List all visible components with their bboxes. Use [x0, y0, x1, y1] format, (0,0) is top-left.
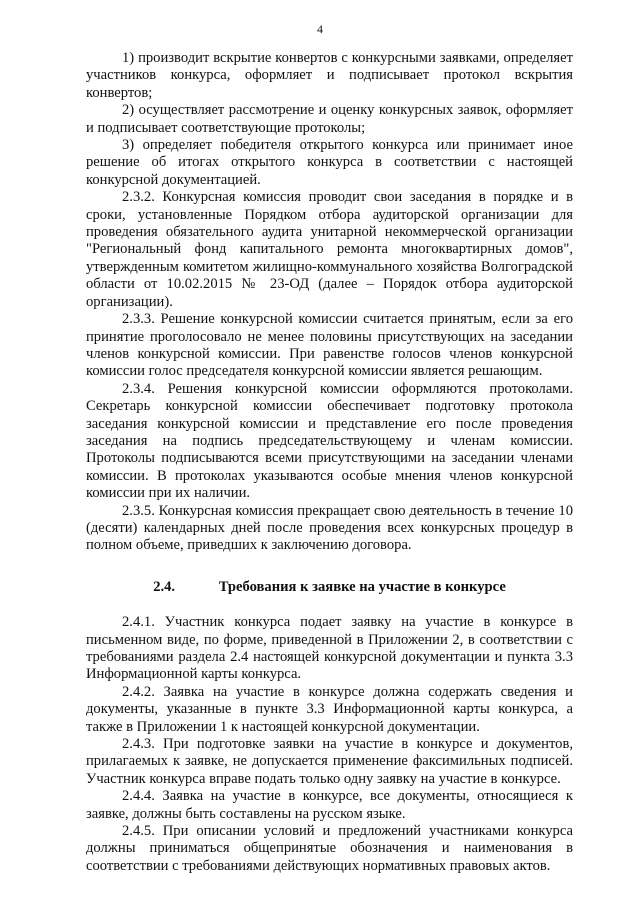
- paragraph: 2.3.2. Конкурсная комиссия проводит свои заседания в порядке и в сроки, установленные Порядком отбора аудиторской организации для проведения обязательного аудита унитарной некоммерческой организации "Региональный фонд капитального ремонта многоквартирных домов", утвержденным комитетом жилищно-коммунального хозяйства Волгоградской области от 10.02.2015 № 23-ОД (далее – Порядок отбора аудиторской организации).: [86, 189, 573, 310]
- paragraph: 2.4.2. Заявка на участие в конкурсе должна содержать сведения и документы, указанные в пункте 3.3 Информационной карты конкурса, а также в Приложении 1 к настоящей конкурсной документации.: [86, 683, 573, 735]
- paragraph: 3) определяет победителя открытого конкурса или принимает иное решение об итогах открытого конкурса в соответствии с настоящей конкурсной документацией.: [86, 137, 573, 188]
- page-number: 4: [317, 22, 323, 36]
- paragraph: 2.3.4. Решения конкурсной комиссии оформляются протоколами. Секретарь конкурсной комиссии обеспечивает подготовку протокола заседания конкурсной комиссии и представление его после проведения заседания на подпись председательствующему и членам комиссии. Протоколы подписываются всеми присутствующими на заседании членами комиссии. В протоколах указываются особые мнения членов конкурсной комиссии при их наличии.: [86, 380, 573, 502]
- paragraph: 2) осуществляет рассмотрение и оценку конкурсных заявок, оформляет и подписывает соответствующие протоколы;: [86, 102, 573, 136]
- paragraph: 1) производит вскрытие конвертов с конкурсными заявками, определяет участников конкурса, оформляет и подписывает протокол вскрытия конвертов;: [86, 50, 573, 101]
- section-heading: [86, 579, 573, 596]
- section-title: Требования к заявке на участие в конкурсе: [218, 578, 506, 595]
- paragraph: 2.3.5. Конкурсная комиссия прекращает свою деятельность в течение 10 (десяти) календарных дней после проведения всех конкурсных процедур в полном объеме, приведших к заключению договора.: [86, 502, 573, 554]
- paragraph: 2.4.4. Заявка на участие в конкурсе, все документы, относящиеся к заявке, должны быть составлены на русском языке.: [86, 788, 573, 822]
- paragraph: 2.4.5. При описании условий и предложений участниками конкурса должны приниматься общепринятые обозначения и наименования в соответствии с требованиями действующих нормативных правовых актов.: [86, 823, 573, 874]
- paragraph: 2.3.3. Решение конкурсной комиссии считается принятым, если за его принятие проголосовало не менее половины присутствующих на заседании членов конкурсной комиссии. При равенстве голосов членов конкурсной комиссии голос председателя конкурсной комиссии является решающим.: [86, 311, 573, 380]
- section-number: 2.4.: [153, 578, 176, 595]
- paragraph: 2.4.1. Участник конкурса подает заявку на участие в конкурсе в письменном виде, по форме, приведенной в Приложении 2, в соответствии с требованиями раздела 2.4 настоящей конкурсной документации и пункта 3.3 Информационной карты конкурса.: [86, 614, 573, 683]
- document-body: [86, 50, 573, 875]
- paragraph: 2.4.3. При подготовке заявки на участие в конкурсе и документов, прилагаемых к заявке, не допускается применение факсимильных подписей. Участник конкурса вправе подать только одну заявку на участие в конкурсе.: [86, 736, 573, 787]
